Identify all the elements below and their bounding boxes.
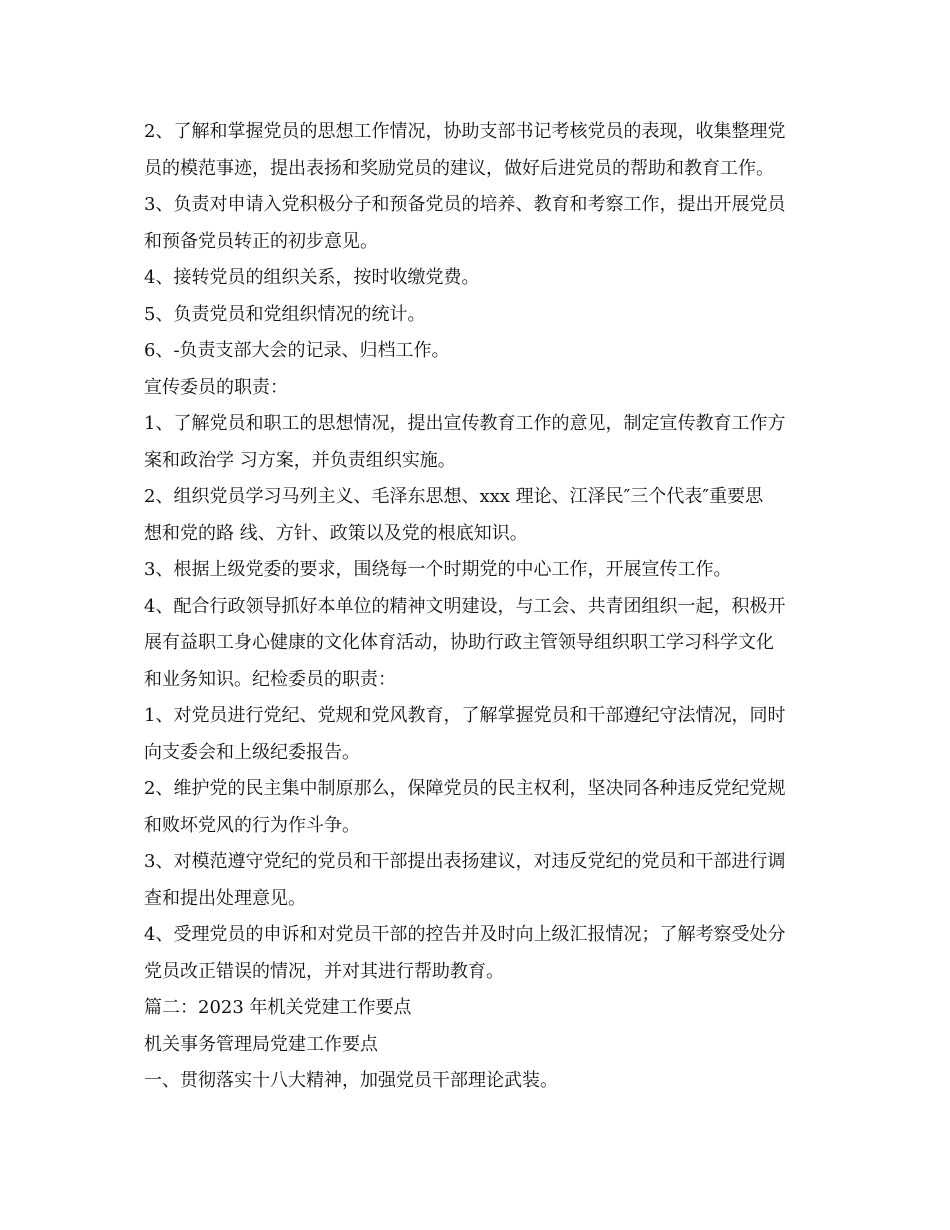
paragraph	[144, 260, 814, 297]
text-line: 宣传委员的职责：	[144, 376, 288, 398]
paragraph	[144, 552, 814, 589]
text-line: 和预备党员转正的初步意见。	[144, 230, 378, 252]
section-heading	[144, 370, 814, 407]
section-heading	[144, 1027, 814, 1064]
text-line: 3、对模范遵守党纪的党员和干部提出表扬建议，对违反党纪的党员和干部进行调	[144, 851, 786, 872]
paragraph	[144, 479, 814, 552]
text-line: 1、了解党员和职工的思想情况，提出宣传教育工作的意见，制定宣传教育工作方	[144, 413, 786, 434]
paragraph	[144, 187, 814, 260]
text-line: 和业务知识。纪检委员的职责：	[144, 668, 396, 690]
paragraph	[144, 844, 814, 917]
paragraph	[144, 771, 814, 844]
text-line: 5、负责党员和党组织情况的统计。	[144, 303, 426, 325]
section-heading	[144, 990, 814, 1027]
text-line: 4、受理党员的申诉和对党员干部的控告并及时向上级汇报情况；了解考察受处分	[144, 924, 786, 945]
text-line: 员的模范事迹，提出表扬和奖励党员的建议，做好后进党员的帮助和教育工作。	[144, 157, 774, 179]
paragraph	[144, 406, 814, 479]
text-line: 展有益职工身心健康的文化体育活动，协助行政主管领导组织职工学习科学文化	[144, 632, 774, 653]
text-line: 3、负责对申请入党积极分子和预备党员的培养、教育和考察工作，提出开展党员	[144, 194, 786, 215]
text-line: 案和政治学 习方案，并负责组织实施。	[144, 449, 456, 471]
paragraph	[144, 917, 814, 990]
text-line: 3、根据上级党委的要求，围绕每一个时期党的中心工作，开展宣传工作。	[144, 559, 732, 580]
text-line: 查和提出处理意见。	[144, 887, 306, 909]
text-line: 想和党的路 线、方针、政策以及党的根底知识。	[144, 522, 528, 544]
text-line: 2、组织党员学习马列主义、毛泽东思想、xxx 理论、江泽民″三个代表″重要思	[144, 486, 764, 507]
document-page	[144, 114, 814, 1100]
paragraph	[144, 698, 814, 771]
text-line: 一、贯彻落实十八大精神，加强党员干部理论武装。	[144, 1070, 558, 1091]
text-line: 机关事务管理局党建工作要点	[144, 1033, 378, 1055]
paragraph	[144, 114, 814, 187]
text-line: 6、-负责支部大会的记录、归档工作。	[144, 340, 450, 361]
text-line: 2、了解和掌握党员的思想工作情况，协助支部书记考核党员的表现，收集整理党	[144, 121, 786, 142]
paragraph	[144, 297, 814, 334]
text-line: 向支委会和上级纪委报告。	[144, 741, 360, 763]
text-line: 和败坏党风的行为作斗争。	[144, 814, 360, 836]
paragraph	[144, 333, 814, 370]
text-line: 4、接转党员的组织关系，按时收缴党费。	[144, 267, 480, 288]
paragraph	[144, 1063, 814, 1100]
text-line: 1、对党员进行党纪、党规和党风教育，了解掌握党员和干部遵纪守法情况，同时	[144, 705, 786, 726]
text-line: 4、配合行政领导抓好本单位的精神文明建设，与工会、共青团组织一起，积极开	[144, 595, 786, 617]
text-line: 2、维护党的民主集中制原那么，保障党员的民主权利，坚决同各种违反党纪党规	[144, 778, 786, 799]
text-line: 党员改正错误的情况，并对其进行帮助教育。	[144, 960, 504, 982]
paragraph	[144, 589, 814, 699]
text-line: 篇二：2023 年机关党建工作要点	[144, 997, 412, 1018]
